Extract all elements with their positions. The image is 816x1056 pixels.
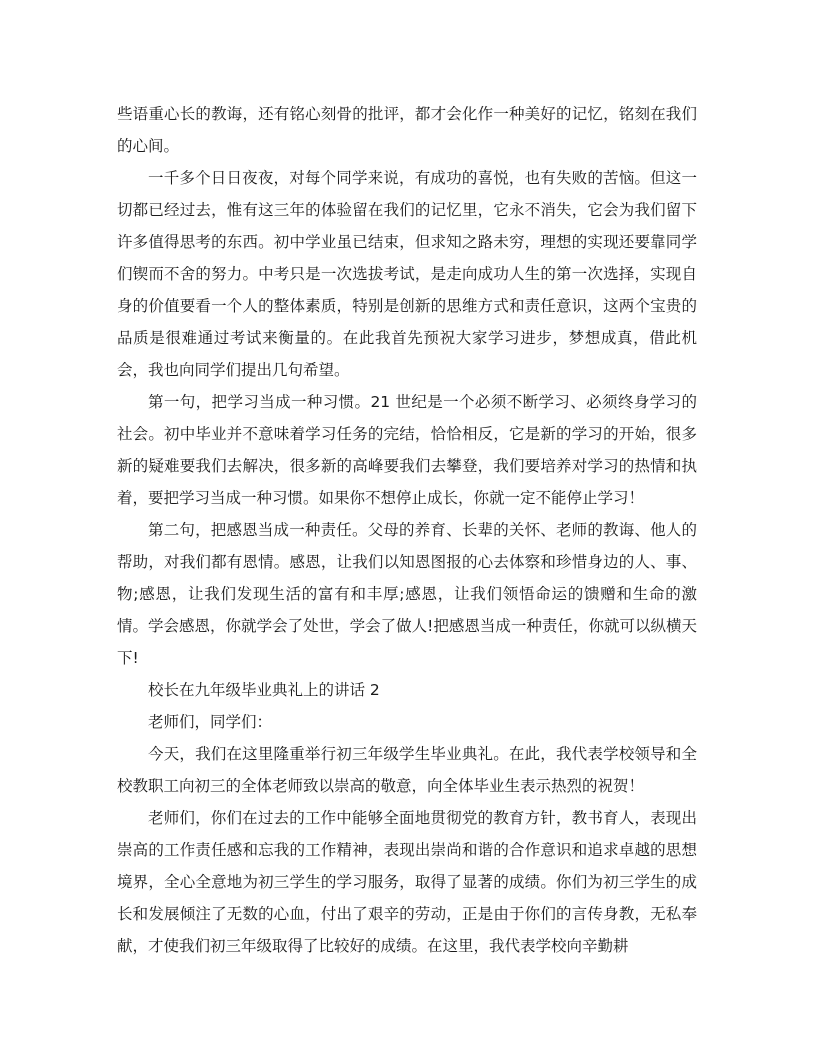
- paragraph-second-wish: 第二句，把感恩当成一种责任。父母的养育、长辈的关怀、老师的教诲、他人的帮助，对我们都有恩情。感恩，让我们以知恩图报的心去体察和珍惜身边的人、事、物;感恩，让我们发现生活的富有和丰厚;感恩，让我们领悟命运的馈赠和生命的激情。学会感恩，你就学会了处世，学会了做人!把感恩当成一种责任，你就可以纵横天下!: [117, 521, 697, 667]
- salutation: 老师们，同学们：: [148, 713, 273, 731]
- paragraph-reflection: 一千多个日日夜夜，对每个同学来说，有成功的喜悦，也有失败的苦恼。但这一切都已经过去，惟有这三年的体验留在我们的记忆里，它永不消失，它会为我们留下许多值得思考的东西。初中学业虽已结束，但求知之路未穷，理想的实现还要靠同学们锲而不舍的努力。中考只是一次选拔考试，是走向成功人生的第一次选择，实现自身的价值要看一个人的整体素质，特别是创新的思维方式和责任意识，这两个宝贵的品质是很难通过考试来衡量的。在此我首先预祝大家学习进步，梦想成真，借此机会，我也向同学们提出几句希望。: [117, 169, 697, 379]
- paragraph-continuation: 些语重心长的教诲，还有铭心刻骨的批评，都才会化作一种美好的记忆，铭刻在我们的心间。: [117, 105, 697, 155]
- paragraph-opening: 今天，我们在这里隆重举行初三年级学生毕业典礼。在此，我代表学校领导和全校教职工向初三的全体老师致以崇高的敬意，向全体毕业生表示热烈的祝贺！: [117, 745, 697, 795]
- paragraph-teachers: 老师们，你们在过去的工作中能够全面地贯彻党的教育方针，教书育人，表现出崇高的工作责任感和忘我的工作精神，表现出崇尚和谐的合作意识和追求卓越的思想境界，全心全意地为初三学生的学习服务，取得了显著的成绩。你们为初三学生的成长和发展倾注了无数的心血，付出了艰辛的劳动，正是由于你们的言传身教，无私奉献，才使我们初三年级取得了比较好的成绩。在这里，我代表学校向辛勤耕: [117, 809, 697, 955]
- paragraph-first-wish: 第一句，把学习当成一种习惯。21 世纪是一个必须不断学习、必须终身学习的社会。初中毕业并不意味着学习任务的完结，恰恰相反，它是新的学习的开始，很多新的疑难要我们去解决，很多新的高峰要我们去攀登，我们要培养对学习的热情和执着，要把学习当成一种习惯。如果你不想停止成长，你就一定不能停止学习！: [117, 393, 697, 507]
- document-body: [117, 98, 697, 962]
- section-heading: 校长在九年级毕业典礼上的讲话 2: [148, 681, 380, 699]
